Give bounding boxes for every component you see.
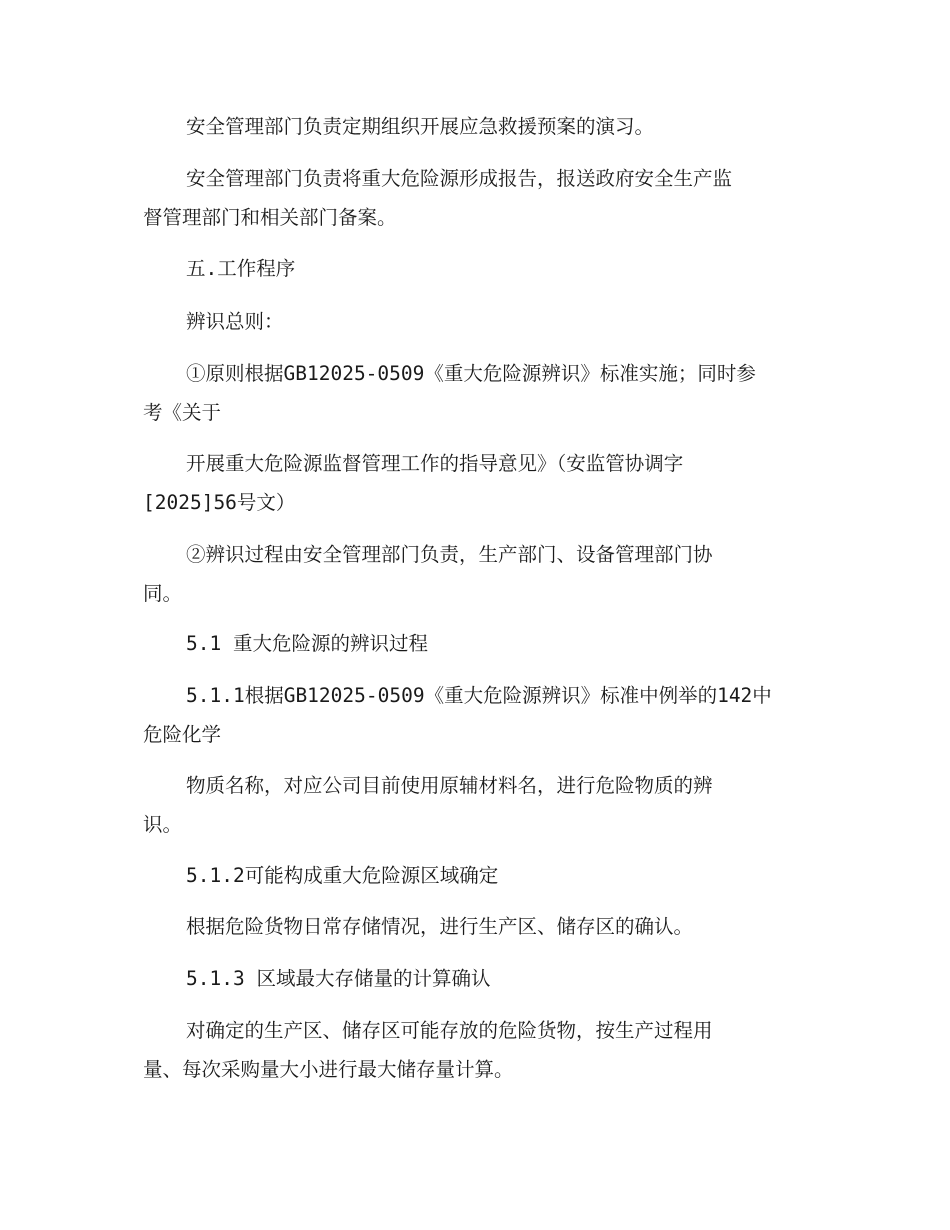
subsection-5-1-3-line-1: 对确定的生产区、储存区可能存放的危险货物，按生产过程用: [186, 1019, 713, 1042]
paragraph-report-line-1: 安全管理部门负责将重大危险源形成报告，报送政府安全生产监: [186, 167, 733, 190]
subsection-5-1-2-text: 根据危险货物日常存储情况，进行生产区、储存区的确认。: [186, 915, 694, 938]
identification-general-heading: 辨识总则：: [186, 310, 284, 333]
subsection-5-1-1-line-3: 物质名称，对应公司目前使用原辅材料名，进行危险物质的辨: [186, 774, 713, 797]
paragraph-drill-line: 安全管理部门负责定期组织开展应急救援预案的演习。: [186, 115, 655, 138]
item-1-line-3: 开展重大危险源监督管理工作的指导意见》（安监管协调字: [186, 452, 684, 475]
item-1-line-2: 考《关于: [143, 401, 222, 424]
item-1-line-4: [2025]56号文）: [143, 491, 296, 514]
subsection-5-1-1-line-4: 识。: [143, 813, 183, 836]
item-2-line-2: 同。: [143, 582, 183, 605]
subsection-5-1-3-heading: 5.1.3 区域最大存储量的计算确认: [186, 967, 491, 990]
subsection-5-1-1-line-2: 危险化学: [143, 723, 222, 746]
item-1-line-1: ①原则根据GB12025-0509《重大危险源辨识》标准实施；同时参: [186, 362, 756, 385]
subsection-5-1-heading: 5.1 重大危险源的辨识过程: [186, 632, 428, 655]
section-heading-work-procedure: 五.工作程序: [186, 257, 296, 280]
subsection-5-1-2-heading: 5.1.2可能构成重大危险源区域确定: [186, 864, 499, 887]
subsection-5-1-1-line-1: 5.1.1根据GB12025-0509《重大危险源辨识》标准中例举的142中: [186, 684, 772, 707]
paragraph-report-line-2: 督管理部门和相关部门备案。: [143, 206, 397, 229]
item-2-line-1: ②辨识过程由安全管理部门负责，生产部门、设备管理部门协: [186, 543, 713, 566]
subsection-5-1-3-line-2: 量、每次采购量大小进行最大储存量计算。: [143, 1058, 514, 1081]
